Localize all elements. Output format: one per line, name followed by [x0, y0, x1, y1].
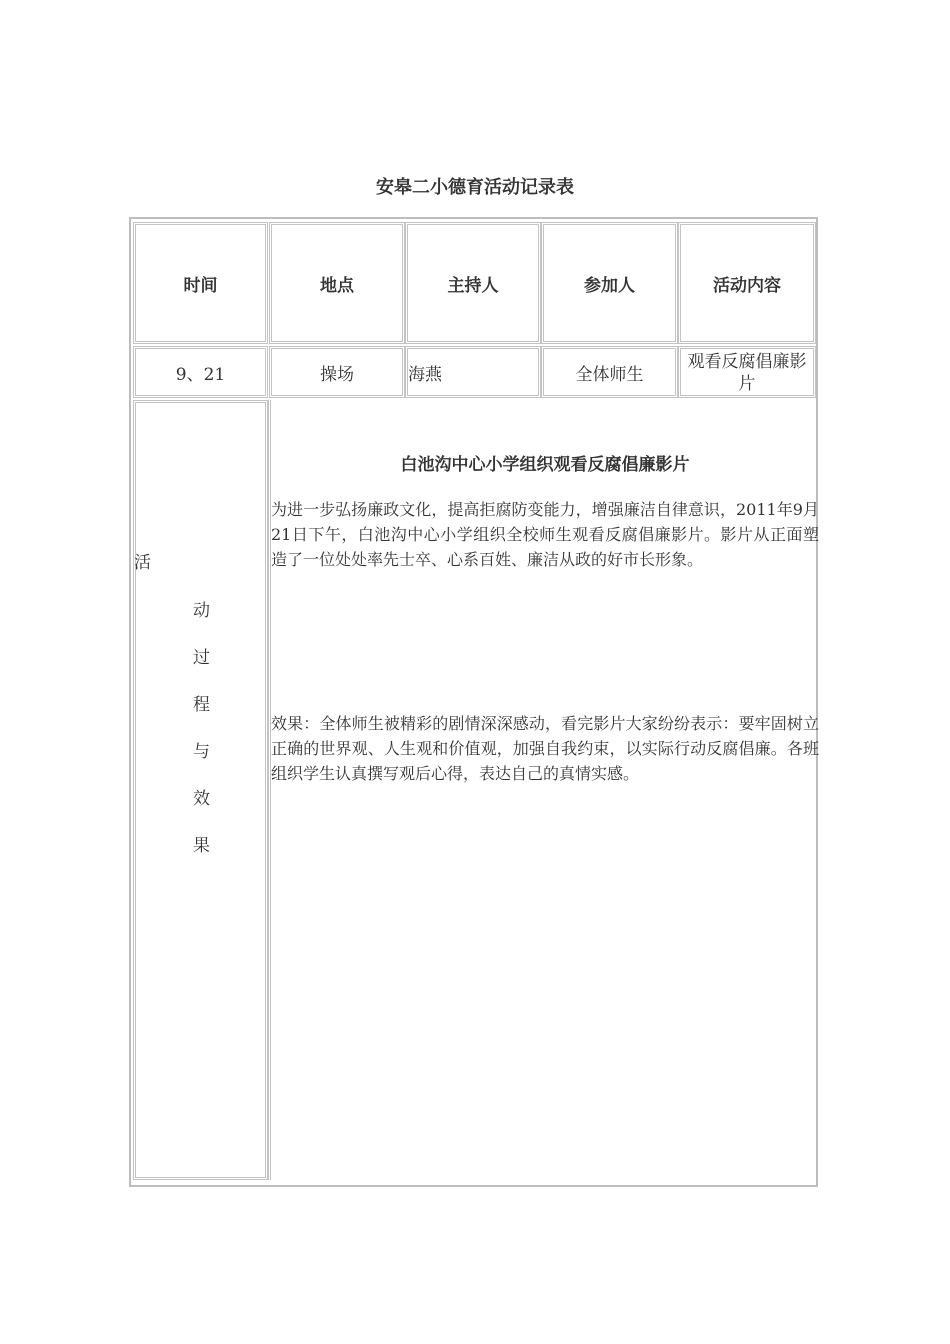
header-place: 地点 — [269, 222, 405, 344]
label-char: 与 — [193, 742, 210, 762]
label-char: 程 — [193, 695, 210, 715]
label-char: 果 — [193, 836, 210, 856]
label-char: 活 — [134, 553, 151, 573]
process-paragraph-1: 为进一步弘扬廉政文化，提高拒腐防变能力，增强廉洁自律意识，2011年9月21日下午，白池沟中心小学组织全校师生观看反腐倡廉影片。影片从正面塑造了一位处处率先士卒、心系百姓、廉洁从政的好市长形象。 — [271, 500, 819, 569]
process-subtitle: 白池沟中心小学组织观看反腐倡廉影片 — [400, 455, 690, 475]
cell-time: 9、21 — [133, 346, 268, 398]
document-title: 安皋二小德育活动记录表 — [376, 177, 574, 198]
label-char: 过 — [193, 648, 210, 668]
cell-content — [678, 346, 816, 398]
cell-host: 海燕 — [405, 346, 541, 398]
cell-participants: 全体师生 — [541, 346, 678, 398]
process-paragraph-2: 效果：全体师生被精彩的剧情深深感动，看完影片大家纷纷表示：要牢固树立正确的世界观、人生观和价值观，加强自我约束，以实际行动反腐倡廉。各班组织学生认真撰写观后心得，表达自己的真情实感。 — [271, 714, 819, 783]
label-char: 动 — [193, 601, 210, 621]
cell-place: 操场 — [269, 346, 405, 398]
header-time: 时间 — [133, 222, 268, 344]
process-label-cell — [133, 400, 268, 1180]
process-content-cell — [268, 400, 819, 1180]
header-host: 主持人 — [405, 222, 541, 344]
header-participants: 参加人 — [541, 222, 678, 344]
cell-content-line1: 观看反腐倡廉影 — [687, 352, 807, 372]
header-content: 活动内容 — [678, 222, 816, 344]
cell-content-line2: 片 — [738, 374, 756, 394]
label-char: 效 — [193, 789, 210, 809]
